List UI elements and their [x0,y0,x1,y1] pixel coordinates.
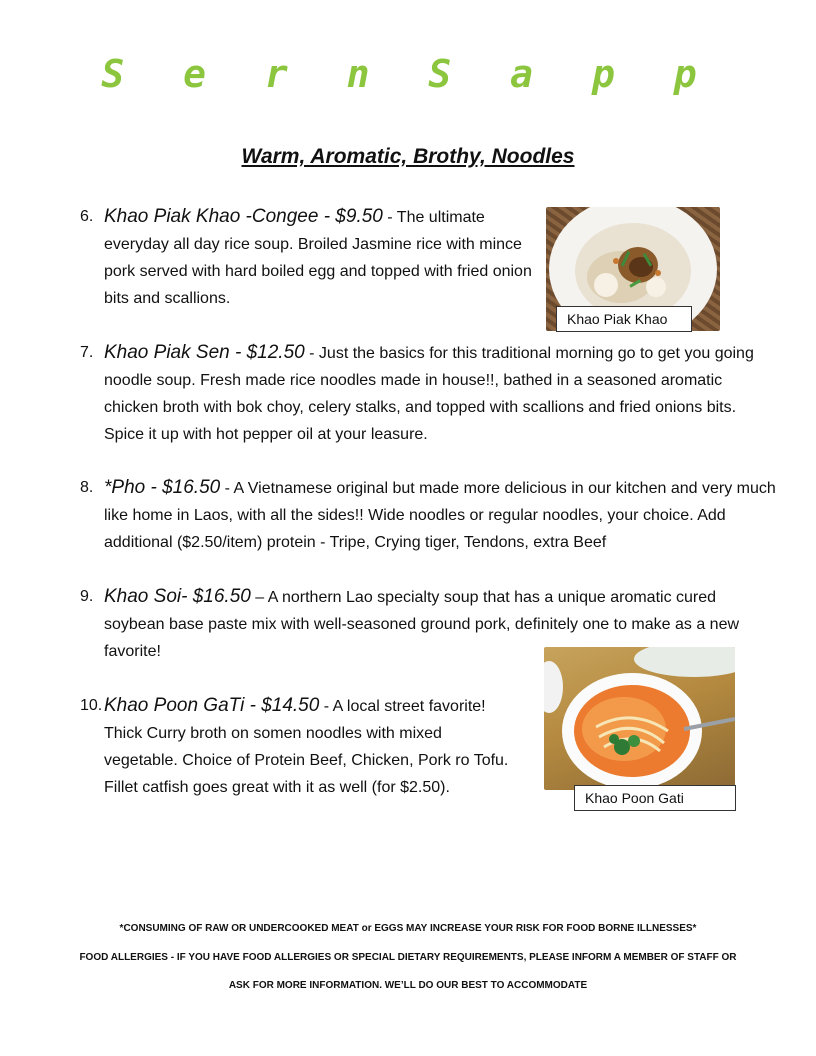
item-description: - Just the basics for this traditional morning go to get you going noodle soup. Fresh made rice noodles made in house!!, bathed in a seasoned aromatic chicken broth with bok choy, celery stalks, and topped with scallions and fried onions bits. Spice it up with hot pepper oil at your leasure. [104,345,754,443]
item-name: *Pho - $16.50 [104,477,221,498]
item-number: 10. [80,697,103,714]
menu-item [80,339,780,448]
item-description: - A local street favorite! Thick Curry broth on somen noodles with mixed vegetable. Choice of Protein Beef, Chicken, Pork ro Tofu. Fillet catfish goes great with it as well (for $2.50). [104,698,509,796]
item-name: Khao Piak Sen - $12.50 [104,342,305,363]
section-heading: Warm, Aromatic, Brothy, Noodles [241,145,575,168]
item-description: - A Vietnamese original but made more delicious in our kitchen and very much like home in Laos, with all the sides!! Wide noodles or regular noodles, your choice. Add additional ($2.50/item) protein - Tripe, Crying tiger, Tendons, extra Beef [104,480,776,551]
allergy-notice: FOOD ALLERGIES - IF YOU HAVE FOOD ALLERGIES OR SPECIAL DIETARY REQUIREMENTS, PLEASE INFORM A MEMBER OF STAFF OR [79,952,737,963]
item-number: 8. [80,479,94,496]
allergy-notice-continued: ASK FOR MORE INFORMATION. WE’LL DO OUR BEST TO ACCOMMODATE [228,980,588,991]
menu-item [80,474,780,556]
item-description: - The ultimate everyday all day rice soup. Broiled Jasmine rice with mince pork served with hard boiled egg and topped with fried onion bits and scallions. [104,209,532,307]
item-name: Khao Poon GaTi - $14.50 [104,695,320,716]
photo-caption: Khao Piak Khao [556,306,692,332]
item-name: Khao Piak Khao -Congee - $9.50 [104,206,383,227]
photo-caption: Khao Poon Gati [574,785,736,811]
item-number: 6. [80,208,94,225]
item-name: Khao Soi- $16.50 [104,586,251,607]
item-description: – A northern Lao specialty soup that has a unique aromatic cured soybean base paste mix with well-seasoned ground pork, definitely one to make as a new favorite! [104,589,740,660]
restaurant-title: S e r n S a p p [101,52,715,96]
menu-item [80,692,520,801]
menu-item [80,203,540,312]
raw-food-warning: *CONSUMING OF RAW OR UNDERCOOKED MEAT or EGGS MAY INCREASE YOUR RISK FOR FOOD BORNE ILLNESSES* [119,923,697,934]
khao-poon-gati-photo [544,647,735,790]
item-number: 7. [80,344,94,361]
item-number: 9. [80,588,94,605]
